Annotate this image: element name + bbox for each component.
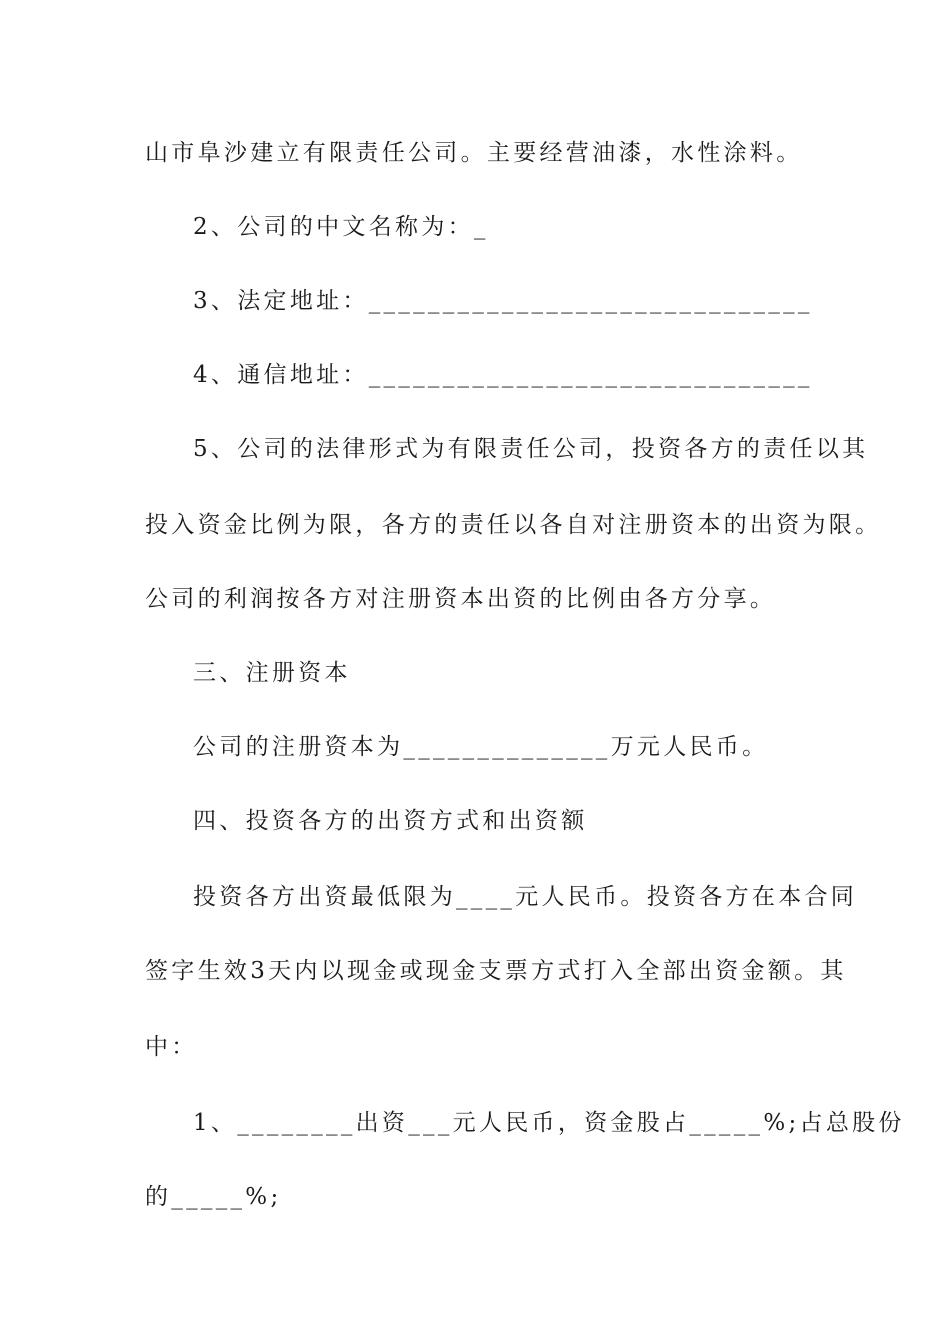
- section-heading-4: 四、投资各方的出资方式和出资额: [193, 808, 588, 834]
- paragraph-line-3: 3、法定地址：______________________________: [193, 288, 813, 314]
- paragraph-line-15: 的_____%;: [145, 1184, 282, 1210]
- paragraph-line-11: 投资各方出资最低限为____元人民币。投资各方在本合同: [193, 884, 858, 910]
- paragraph-line-1: 山市阜沙建立有限责任公司。主要经营油漆，水性涂料。: [145, 140, 803, 166]
- paragraph-line-6: 投入资金比例为限，各方的责任以各自对注册资本的出资为限。: [145, 512, 882, 538]
- paragraph-line-14: 1、________出资___元人民币，资金股占_____%;占总股份: [193, 1110, 905, 1136]
- paragraph-line-12: 签字生效3天内以现金或现金支票方式打入全部出资金额。其: [145, 958, 847, 984]
- paragraph-line-5: 5、公司的法律形式为有限责任公司，投资各方的责任以其: [193, 436, 869, 462]
- paragraph-line-2: 2、公司的中文名称为：_: [193, 214, 489, 240]
- paragraph-line-13: 中：: [145, 1034, 198, 1060]
- paragraph-line-9: 公司的注册资本为______________万元人民币。: [193, 734, 769, 760]
- paragraph-line-4: 4、通信地址：______________________________: [193, 362, 813, 388]
- paragraph-line-7: 公司的利润按各方对注册资本出资的比例由各方分享。: [145, 586, 777, 612]
- section-heading-3: 三、注册资本: [193, 660, 351, 686]
